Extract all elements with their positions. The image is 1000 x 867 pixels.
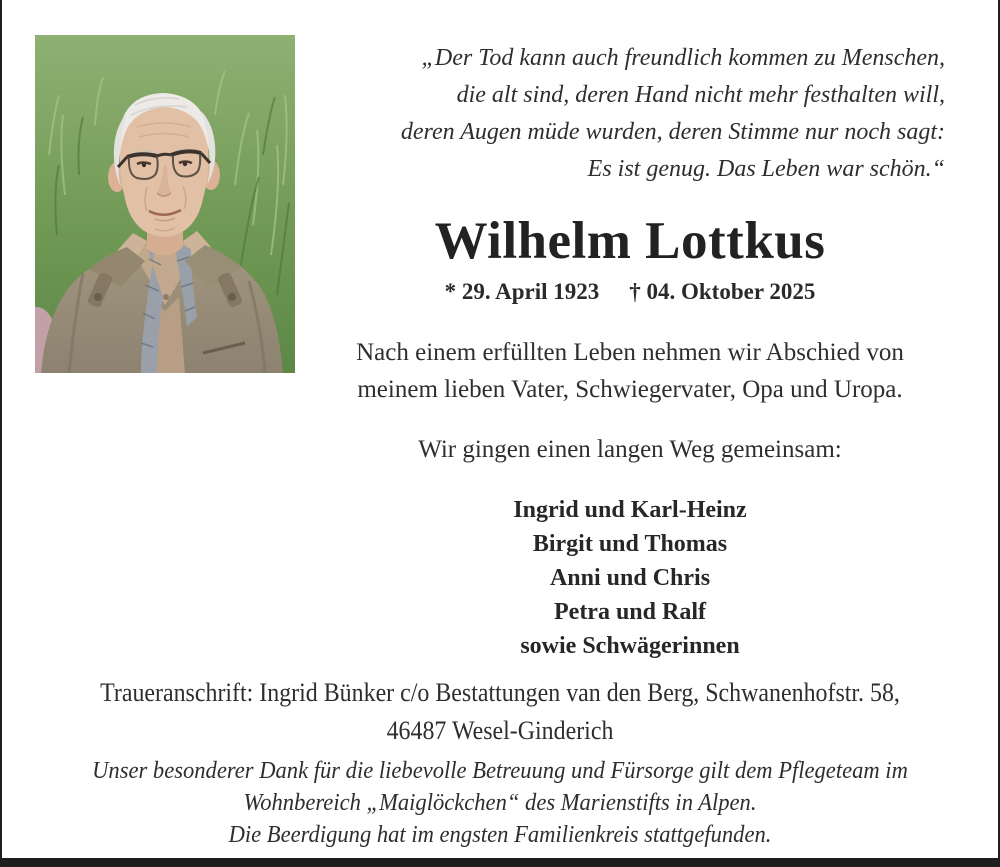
announcement-line: Nach einem erfüllten Leben nehmen wir Abschied von bbox=[356, 339, 904, 366]
thanks-line: Unser besonderer Dank für die liebevolle Betreuung und Fürsorge gilt dem Pflegeteam im bbox=[92, 758, 908, 784]
thanks-line: Wohnbereich „Maiglöckchen“ des Marienstifts in Alpen. bbox=[243, 790, 757, 816]
deceased-name: Wilhelm Lottkus bbox=[434, 212, 826, 270]
mourner-name: Birgit und Thomas bbox=[532, 531, 728, 557]
bottom-border-bar bbox=[0, 858, 1000, 867]
address-line: 46487 Wesel-Ginderich bbox=[386, 716, 614, 745]
mourner-name: Anni und Chris bbox=[549, 565, 711, 591]
death-date: † 04. Oktober 2025 bbox=[629, 279, 816, 304]
opening-quote bbox=[295, 40, 945, 188]
mourner-name: sowie Schwägerinnen bbox=[520, 633, 740, 659]
birth-date: * 29. April 1923 bbox=[444, 279, 600, 304]
funeral-note: Die Beerdigung hat im engsten Familienkreis stattgefunden. bbox=[228, 822, 772, 848]
quote-line: Es ist genug. Das Leben war schön.“ bbox=[587, 156, 945, 182]
mourning-address bbox=[40, 674, 960, 750]
mourners-intro: Wir gingen einen langen Weg gemeinsam: bbox=[418, 436, 842, 463]
life-dates bbox=[310, 279, 950, 305]
portrait-photo-illustration bbox=[35, 35, 295, 373]
quote-line: deren Augen müde wurden, deren Stimme nur noch sagt: bbox=[400, 119, 945, 145]
announcement-line: meinem lieben Vater, Schwiegervater, Opa und Uropa. bbox=[357, 376, 903, 403]
portrait-photo bbox=[35, 35, 295, 373]
quote-line: die alt sind, deren Hand nicht mehr festhalten will, bbox=[456, 82, 945, 108]
address-line: Traueranschrift: Ingrid Bünker c/o Bestattungen van den Berg, Schwanenhofstr. 58, bbox=[100, 678, 900, 707]
quote-line: „Der Tod kann auch freundlich kommen zu Menschen, bbox=[421, 45, 945, 71]
farewell-announcement bbox=[310, 334, 950, 408]
mourner-name: Petra und Ralf bbox=[554, 599, 706, 625]
left-border-rule bbox=[0, 0, 2, 867]
mourners-list bbox=[310, 493, 950, 663]
thanks-and-funeral-note bbox=[30, 755, 970, 851]
mourner-name: Ingrid und Karl-Heinz bbox=[513, 497, 747, 523]
